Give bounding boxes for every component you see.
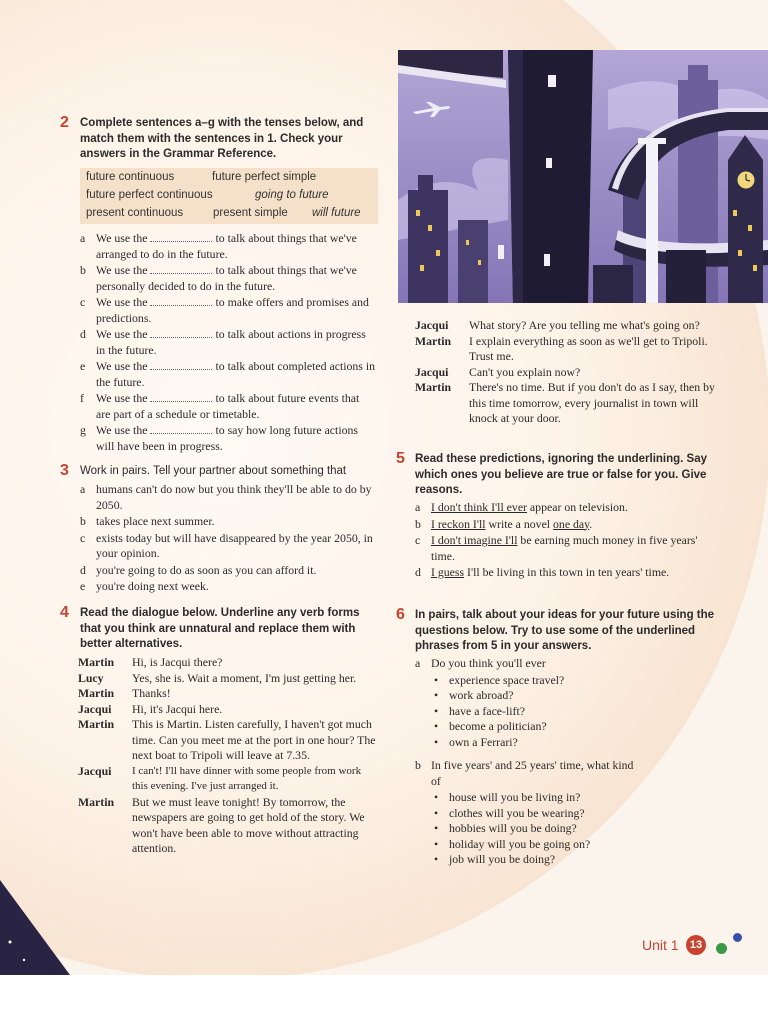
- item-text: humans can't do now but you think they'll be able to do by 2050.: [96, 482, 372, 512]
- item-text: I'll be living in this town in ten years' time.: [464, 565, 670, 579]
- list-item: [80, 327, 376, 358]
- underlined-phrase: I don't think I'll ever: [431, 500, 527, 514]
- dialogue-line: [78, 655, 378, 671]
- dialogue-text: But we must leave tonight! By tomorrow, the newspapers are going to get hold of the story. We won't have been able to move without attracting attention.: [132, 794, 365, 855]
- item-letter: b: [415, 758, 421, 772]
- list-item: [415, 517, 715, 533]
- answer-blank[interactable]: [150, 264, 212, 274]
- speaker-name: Martin: [78, 794, 115, 809]
- item-post: to say how long future actions will have been in progress.: [96, 423, 358, 453]
- bullet-item: • work abroad?: [431, 688, 715, 704]
- list-item: [415, 533, 715, 564]
- bullet-list: [415, 673, 715, 751]
- list-item: [415, 758, 641, 789]
- dialogue-text: Hi, it's Jacqui here.: [132, 701, 223, 716]
- bullet-item: • experience space travel?: [431, 673, 715, 689]
- dialogue-text: What story? Are you telling me what's going on?: [469, 318, 700, 332]
- item-post: to talk about things that we've personally decided to do in the future.: [96, 263, 357, 293]
- tense-option: future perfect simple: [212, 171, 317, 183]
- list-item: [415, 656, 715, 672]
- item-pre: We use the: [96, 327, 148, 341]
- underlined-phrase: I reckon I'll: [431, 516, 486, 531]
- item-text: In five years' and 25 years' time, what kind of: [431, 758, 634, 788]
- item-letter: e: [80, 579, 86, 593]
- answer-blank[interactable]: [150, 232, 212, 242]
- list-item: [80, 531, 376, 562]
- bullet-item: • become a politician?: [431, 719, 715, 735]
- exercise-2-items: [80, 231, 376, 455]
- answer-blank[interactable]: [150, 296, 212, 306]
- item-text: you're doing next week.: [96, 579, 209, 593]
- item-letter: d: [415, 565, 421, 579]
- dialogue-text: Can't you explain now?: [469, 364, 581, 379]
- exercise-2-number: 2: [60, 114, 69, 131]
- tense-box: [80, 168, 378, 224]
- item-letter: a: [80, 231, 86, 245]
- dialogue-line: [415, 365, 720, 381]
- dialogue-line: [415, 334, 720, 365]
- item-letter: b: [80, 514, 86, 528]
- item-pre: We use the: [96, 295, 148, 309]
- item-text: you're going to do as soon as you can afford it.: [96, 562, 317, 577]
- item-text: appear on television.: [526, 500, 628, 514]
- list-item: [80, 391, 376, 422]
- item-letter: f: [80, 391, 84, 405]
- speaker-name: Martin: [78, 655, 115, 669]
- exercise-3-number: 3: [60, 462, 69, 479]
- item-letter: a: [80, 482, 86, 496]
- list-item: [415, 565, 715, 581]
- item-text: Do you think you'll ever: [431, 656, 546, 670]
- list-item: [80, 231, 376, 262]
- answer-blank[interactable]: [150, 360, 212, 370]
- exercise-3-items: [80, 482, 376, 596]
- answer-blank[interactable]: [150, 424, 212, 434]
- tense-option: will future: [312, 207, 361, 219]
- dialogue-line: [78, 686, 378, 702]
- exercise-6-number: 6: [396, 606, 405, 623]
- dialogue-line: [78, 717, 378, 764]
- item-text: .: [589, 516, 593, 531]
- exercise-6-instructions: In pairs, talk about your ideas for your future using the questions below. Try to use some of the underlined phrases from 5 in your answers.: [415, 609, 715, 652]
- list-item: [80, 482, 376, 513]
- unit-label: Unit 1: [642, 937, 679, 953]
- speaker-name: Jacqui: [78, 701, 112, 716]
- item-text: exists today but will have disappeared by the year 2050, in your opinion.: [96, 530, 373, 560]
- item-letter: e: [80, 359, 86, 373]
- item-letter: c: [80, 530, 86, 545]
- item-letter: d: [80, 562, 86, 577]
- list-item: [80, 359, 376, 390]
- list-item: [80, 579, 376, 595]
- speaker-name: Martin: [78, 717, 115, 731]
- item-text: be earning much money in five years' time.: [431, 533, 698, 563]
- dialogue-line: [78, 764, 378, 795]
- dialogue-text: Yes, she is. Wait a moment, I'm just getting her.: [132, 670, 357, 685]
- dialogue-line: [78, 702, 378, 718]
- item-post: to talk about future events that are part of a schedule or timetable.: [96, 391, 360, 421]
- item-text: takes place next summer.: [96, 514, 215, 528]
- bullet-item: • job will you be doing?: [431, 852, 715, 868]
- item-text: write a novel: [485, 516, 554, 531]
- underlined-phrase: one day: [553, 516, 590, 531]
- dialogue-line: [78, 795, 378, 857]
- tense-option: present continuous: [86, 207, 184, 219]
- item-letter: a: [415, 500, 421, 514]
- city-illustration: [398, 50, 768, 303]
- corner-decoration: [0, 880, 70, 975]
- item-post: to make offers and promises and predictions.: [96, 295, 369, 325]
- list-item: [80, 514, 376, 530]
- bullet-item: • hobbies will you be doing?: [431, 821, 715, 837]
- bullet-item: • clothes will you be wearing?: [431, 806, 715, 822]
- answer-blank[interactable]: [150, 328, 212, 338]
- dialogue-text: This is Martin. Listen carefully, I haven't got much time. Can you meet me at the port in one hour? The next boat to Tripoli will leave at 7.35.: [132, 717, 376, 762]
- item-pre: We use the: [96, 391, 148, 405]
- dialogue-text: Thanks!: [132, 686, 171, 700]
- item-pre: We use the: [96, 359, 148, 373]
- answer-blank[interactable]: [150, 392, 212, 402]
- item-post: to talk about things that we've arranged to do in the future.: [96, 231, 357, 261]
- underlined-phrase: I guess: [431, 565, 465, 579]
- dialogue-line: [78, 671, 378, 687]
- bullet-item: • holiday will you be going on?: [431, 837, 715, 853]
- item-letter: c: [415, 533, 421, 547]
- list-item: [80, 563, 376, 579]
- speaker-name: Jacqui: [78, 763, 112, 778]
- dialogue-text: I can't! I'll have dinner with some people from work this evening. I've just arranged it.: [132, 764, 362, 792]
- list-item: [80, 423, 376, 454]
- page-number-badge: 13: [686, 935, 706, 955]
- list-item: [80, 263, 376, 294]
- exercise-5-items: [415, 500, 715, 582]
- dialogue-continued: [415, 318, 720, 427]
- item-post: to talk about actions in progress in the future.: [96, 327, 366, 357]
- blue-dot-icon: [733, 933, 742, 942]
- bullet-list: [415, 790, 715, 868]
- exercise-5-instructions: Read these predictions, ignoring the underlining. Say which ones you believe are true or false for you. Give reasons.: [415, 453, 708, 496]
- item-letter: b: [80, 263, 86, 277]
- underlined-phrase: I don't imagine I'll: [431, 533, 518, 547]
- speaker-name: Jacqui: [415, 318, 449, 332]
- item-pre: We use the: [96, 231, 148, 245]
- speaker-name: Lucy: [78, 670, 104, 685]
- dialogue: [78, 655, 378, 857]
- list-item: [415, 500, 715, 516]
- item-letter: g: [80, 423, 86, 437]
- dialogue-line: [415, 318, 720, 334]
- item-letter: b: [415, 516, 421, 531]
- tense-option: present simple: [213, 207, 288, 219]
- list-item: [80, 295, 376, 326]
- dialogue-text: There's no time. But if you don't do as I say, then by this time tomorrow, every journalist in town will knock at your door.: [469, 380, 715, 425]
- item-letter: a: [415, 656, 421, 670]
- exercise-4-instructions: Read the dialogue below. Underline any verb forms that you think are unnatural and replace them with better alternatives.: [80, 607, 360, 650]
- green-dot-icon: [716, 943, 727, 954]
- tense-option: going to future: [255, 189, 329, 201]
- item-post: to talk about completed actions in the future.: [96, 359, 376, 389]
- tense-option: future perfect continuous: [86, 189, 213, 201]
- tense-option: future continuous: [86, 171, 175, 183]
- speaker-name: Jacqui: [415, 364, 449, 379]
- item-pre: We use the: [96, 423, 148, 437]
- speaker-name: Martin: [78, 686, 115, 700]
- exercise-4-number: 4: [60, 604, 69, 621]
- bullet-item: • have a face-lift?: [431, 704, 715, 720]
- item-letter: c: [80, 295, 86, 309]
- exercise-5-number: 5: [396, 450, 405, 467]
- speaker-name: Martin: [415, 333, 452, 348]
- dialogue-text: I explain everything as soon as we'll get to Tripoli. Trust me.: [469, 333, 708, 363]
- exercise-6-body: [415, 656, 715, 868]
- city-skyline-image: [398, 50, 768, 303]
- dialogue-line: [415, 380, 720, 427]
- exercise-2-instructions: Complete sentences a–g with the tenses below, and match them with the sentences in 1. Check your answers in the Grammar Reference.: [80, 117, 364, 160]
- bullet-item: • house will you be living in?: [431, 790, 715, 806]
- dialogue-text: Hi, is Jacqui there?: [132, 655, 223, 669]
- item-letter: d: [80, 327, 86, 341]
- speaker-name: Martin: [415, 380, 452, 394]
- bullet-item: • own a Ferrari?: [431, 735, 715, 751]
- exercise-3-instructions: Work in pairs. Tell your partner about something that: [80, 465, 347, 477]
- item-pre: We use the: [96, 263, 148, 277]
